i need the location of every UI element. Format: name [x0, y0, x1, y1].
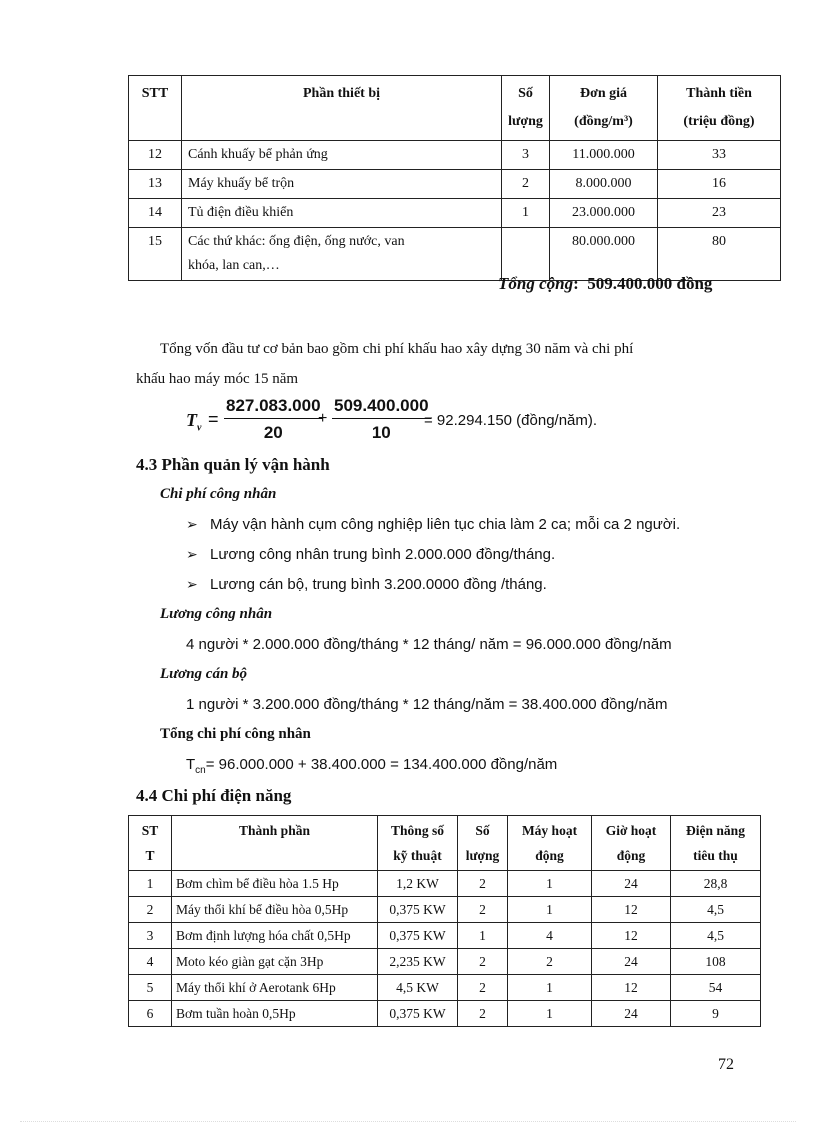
- table-row: 14 Tủ điện điều khiển 1 23.000.000 23: [129, 199, 781, 228]
- header-stt: ST T: [129, 816, 172, 871]
- header-amount: Thành tiền (triệu đồng): [658, 76, 781, 141]
- table-row: 5 Máy thổi khí ở Aerotank 6Hp 4,5 KW 2 1 12 54: [129, 975, 761, 1001]
- header-quantity: Số lượng: [502, 76, 550, 141]
- fraction-construction: $\frac{827.083.000}{20}$: [226, 396, 321, 442]
- table-row: 12 Cánh khuấy bể phản ứng 3 11.000.000 33: [129, 141, 781, 170]
- subheading-staff-salary: Lương cán bộ: [160, 666, 248, 682]
- arrow-bullet-icon: ➢: [186, 576, 198, 592]
- formula-symbol: $T_v$: [186, 410, 202, 434]
- intro-line-2: khấu hao máy móc 15 năm: [136, 371, 299, 387]
- header-equipment: Phần thiết bị: [182, 76, 502, 141]
- header-component: Thành phần: [172, 816, 378, 871]
- document-page: STT Phần thiết bị Số lượng Đơn giá (đồng/m³) Thành tiền (triệu đồng) 12 Cánh khuấy bể phản ứng 3 11.000.000 33 13 Máy khuấy bể trộn 2 8.000.000 16 14 Tủ điện điều khiển 1 23.000.000 23 15 Các thứ khác: ống điện, ống nước, van khóa, lan can,… 80.000.000 80 Tổng cộng: 509.400.000 đồng Tổng vốn đầu tư cơ bản bao gồm chi phí khấu hao xây dựng 30 năm và chi phí khấu hao máy móc 15 năm $T_v$ = $\frac{827.083.000}{20}$ + $\frac{509.400.000}{10}$ = 92.294.150 (đồng/năm). 4.3 Phần quản lý vận hành Chi phí công nhân ➢ Máy vận hành cụm công nghiệp liên tục chia làm 2 ca; mỗi ca 2 người. ➢ Lương công nhân trung bình 2.000.000 đồng/tháng. ➢ Lương cán bộ, trung bình 3.200.0000 đồng /tháng. Lương công nhân 4 người * 2.000.000 đồng/tháng * 12 tháng/ năm = 96.000.000 đồng/năm Lương cán bộ 1 người * 3.200.000 đồng/tháng * 12 tháng/năm = 38.400.000 đồng/năm Tổng chi phí công nhân $T_{cn}= 96.000.000 + 38.400.000 = 134.400.000$ đồng/năm 4.4 Chi phí điện năng ST T Thành phần Thông số kỹ thuật Số lượng Máy hoạt động Giờ hoạt động Điện năng tiêu thụ 1 Bơm chìm bể điều hòa 1.5 Hp 1,2 KW 2 1 24 28,8 2 Máy thổi khí bể điều hòa 0,5Hp 0,375 KW 2 1 12 4,5 3 Bơm định lượng hóa chất 0,5Hp 0,375 KW 1 4 12 4,5 4 Moto kéo giàn gạt cặn 3Hp 2,235 KW 2 2 24 108 5 Máy thổi khí ở Aerotank 6Hp 4,5 KW 2 1 12 54 6 Bơm tuần hoàn 0,5Hp 0,375 KW 2 1 24 9 72: [0, 0, 816, 1123]
- subheading-worker-salary: Lương công nhân: [160, 606, 273, 622]
- page-edge-divider: [20, 1121, 796, 1122]
- subheading-total-worker-cost: Tổng chi phí công nhân: [160, 726, 311, 742]
- staff-salary-calc: 1 người * 3.200.000 đồng/tháng * 12 tháng/năm = 38.400.000 đồng/năm: [186, 696, 668, 713]
- header-spec: Thông số kỹ thuật: [378, 816, 458, 871]
- fraction-equipment: $\frac{509.400.000}{10}$: [334, 396, 429, 442]
- arrow-bullet-icon: ➢: [186, 546, 198, 562]
- header-stt: STT: [129, 76, 182, 141]
- header-quantity: Số lượng: [458, 816, 508, 871]
- section-4-3-title: 4.3 Phần quản lý vận hành: [136, 455, 330, 474]
- table-header-row: [129, 76, 781, 141]
- formula-result: = 92.294.150 (đồng/năm).: [424, 412, 598, 429]
- table-row: 2 Máy thổi khí bể điều hòa 0,5Hp 0,375 KW 2 1 12 4,5: [129, 897, 761, 923]
- table-row: 6 Bơm tuần hoàn 0,5Hp 0,375 KW 2 1 24 9: [129, 1001, 761, 1027]
- page-number: 72: [718, 1056, 734, 1073]
- grand-total: Tổng cộng: 509.400.000 đồng: [498, 274, 713, 293]
- header-energy: Điện năng tiêu thụ: [671, 816, 761, 871]
- table-row: 3 Bơm định lượng hóa chất 0,5Hp 0,375 KW 1 4 12 4,5: [129, 923, 761, 949]
- arrow-bullet-icon: ➢: [186, 516, 198, 532]
- investment-formula: $T_v$ = $\frac{827.083.000}{20}$ + $\frac{509.400.000}{10}$ = 92.294.150 (đồng/năm).: [186, 396, 598, 442]
- header-hours: Giờ hoạt động: [592, 816, 671, 871]
- header-unit-price: Đơn giá (đồng/m³): [550, 76, 658, 141]
- power-consumption-table: [128, 815, 761, 1027]
- section-4-4-title: 4.4 Chi phí điện năng: [136, 786, 292, 805]
- table-row: 13 Máy khuấy bể trộn 2 8.000.000 16: [129, 170, 781, 199]
- total-worker-cost-calc: $T_{cn}= 96.000.000 + 38.400.000 = 134.400.000$ đồng/năm: [186, 756, 558, 776]
- intro-line-1: Tổng vốn đầu tư cơ bản bao gồm chi phí khấu hao xây dựng 30 năm và chi phí: [160, 341, 634, 357]
- table-row: 15 Các thứ khác: ống điện, ống nước, van khóa, lan can,… 80.000.000 80: [129, 228, 781, 281]
- table-header-row: [129, 816, 761, 871]
- worker-salary-calc: 4 người * 2.000.000 đồng/tháng * 12 tháng/ năm = 96.000.000 đồng/năm: [186, 636, 672, 653]
- header-running: Máy hoạt động: [508, 816, 592, 871]
- table-row: 4 Moto kéo giàn gạt cặn 3Hp 2,235 KW 2 2 24 108: [129, 949, 761, 975]
- subheading-worker-cost: Chi phí công nhân: [160, 486, 277, 502]
- equipment-cost-table: [128, 75, 781, 281]
- table-row: 1 Bơm chìm bể điều hòa 1.5 Hp 1,2 KW 2 1 24 28,8: [129, 871, 761, 897]
